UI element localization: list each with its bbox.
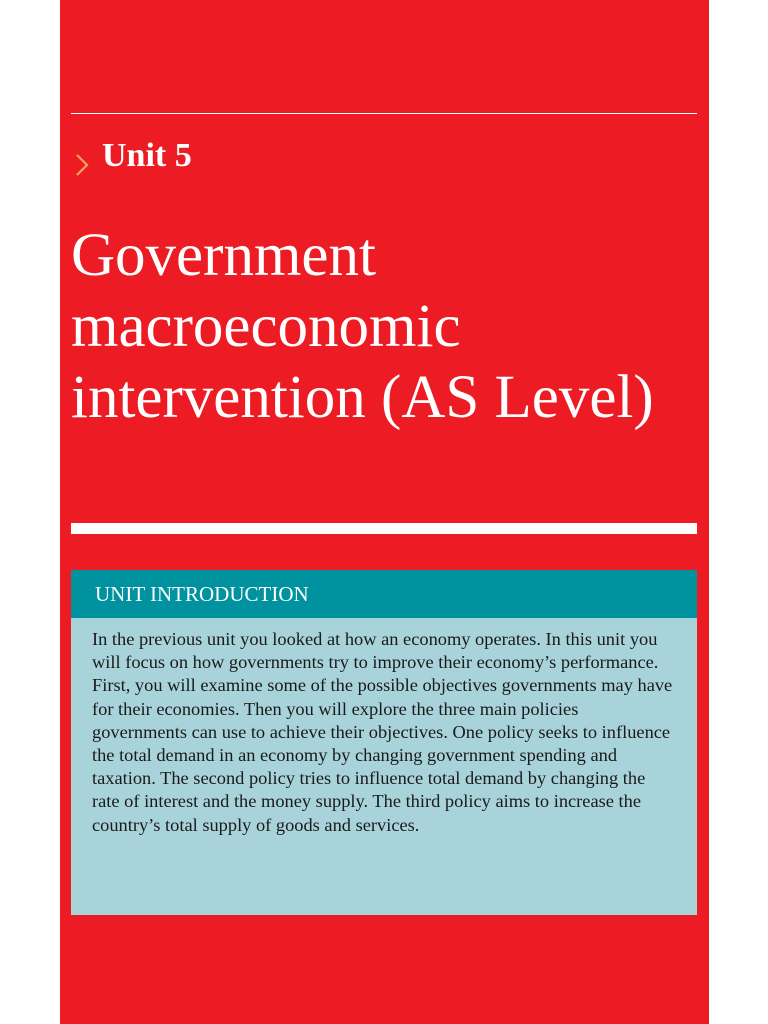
unit-introduction-text: In the previous unit you looked at how an economy operates. In this unit you will focus on how governments try to improve their economy’s performance. First, you will examine some of the possible objectives governments may have for their economies. Then you will explore the three main policies governments can use to achieve their objectives. One policy seeks to influence the total demand in an economy by changing government spending and taxation. The second policy tries to influence total demand by changing the rate of interest and the money supply. The third policy aims to increase the country’s total supply of goods and services.: [92, 629, 673, 835]
bottom-divider: [71, 523, 697, 534]
page-title: Government macroeconomic intervention (AS Level): [71, 222, 654, 431]
unit-label: [75, 136, 192, 176]
unit-introduction-box: [71, 570, 697, 915]
chevron-right-icon: [75, 146, 89, 168]
unit-number: Unit 5: [102, 137, 192, 174]
unit-introduction-heading: UNIT INTRODUCTION: [71, 570, 697, 618]
top-divider: [71, 113, 697, 114]
unit-cover-page: [60, 0, 709, 1024]
